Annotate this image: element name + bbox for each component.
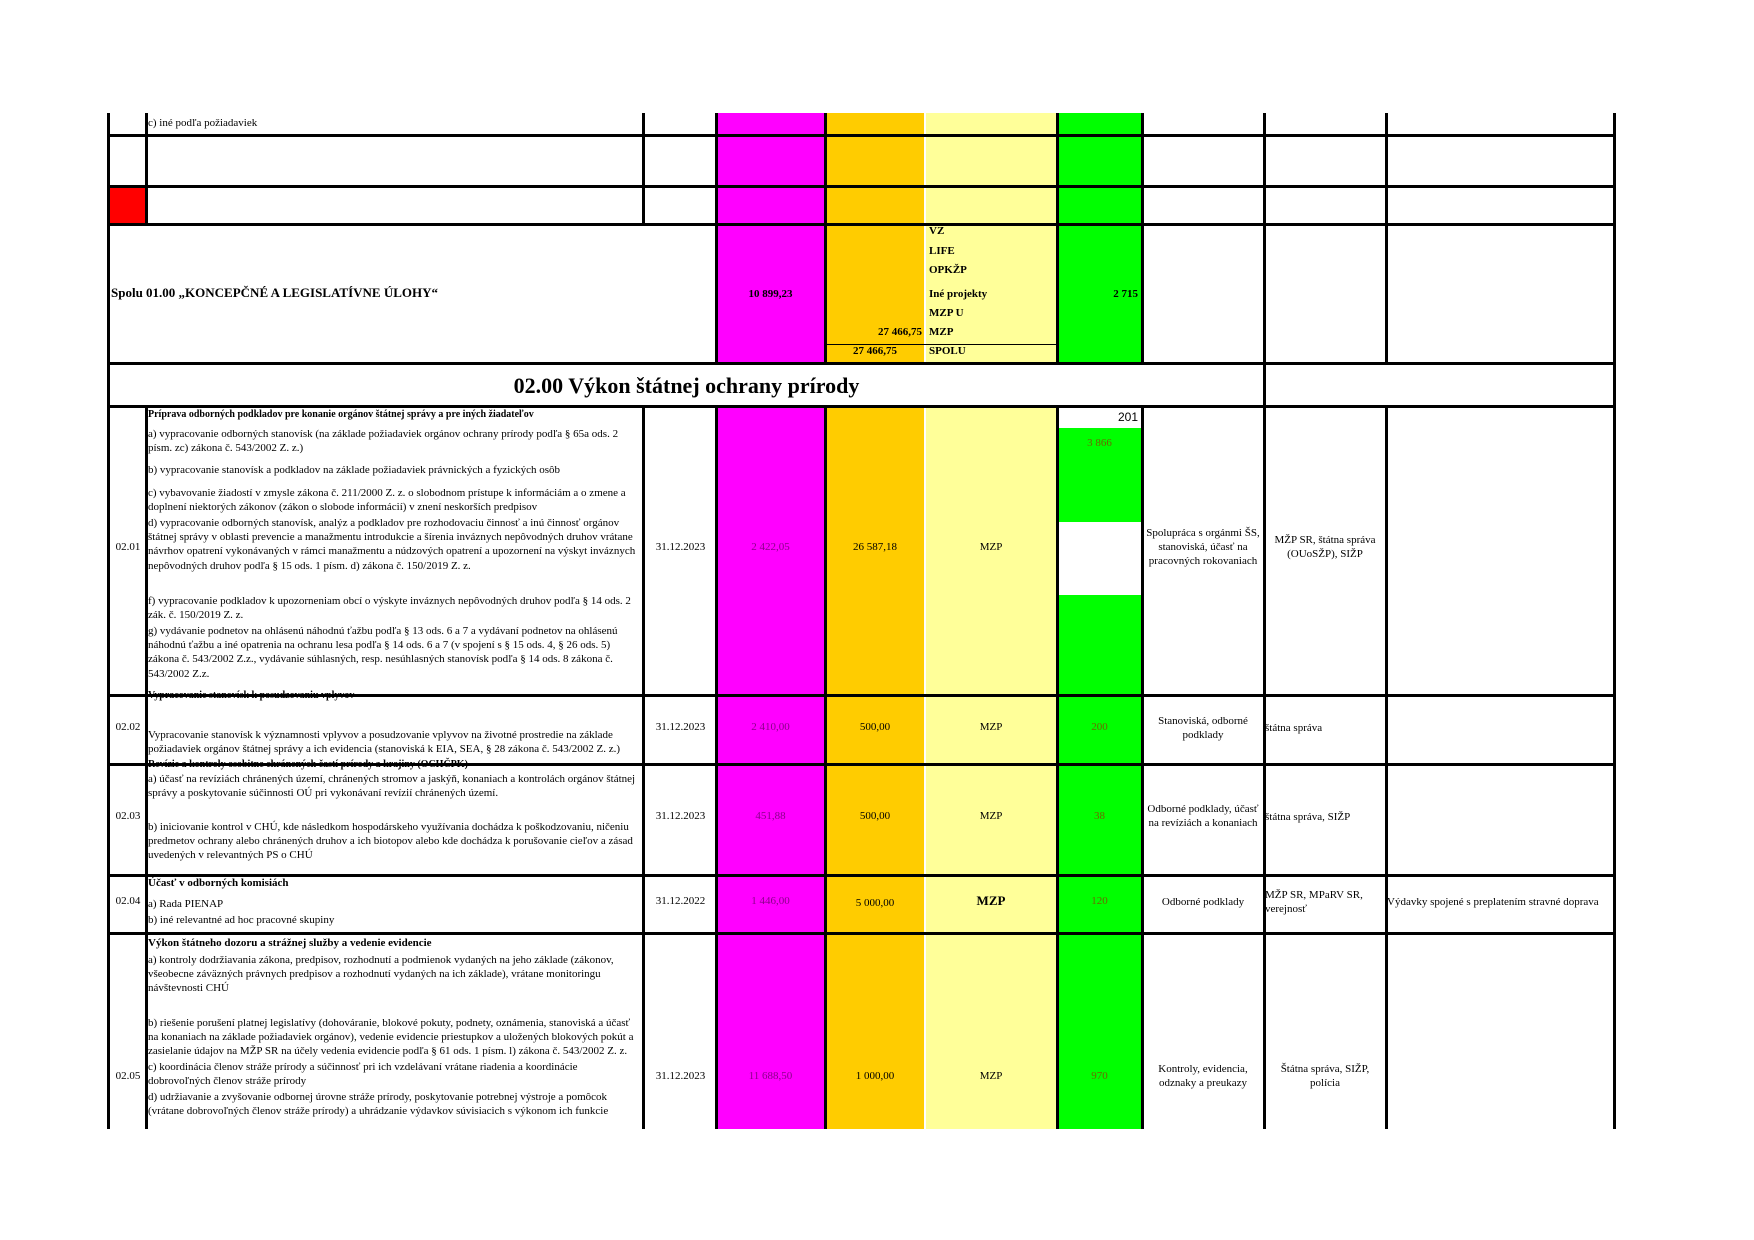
row-partner: Štátna správa, SIŽP, polícia — [1280, 1063, 1370, 1089]
row-output: Spolupráca s orgánmi ŠS, stanoviská, účasť na pracovných rokovaniach — [1146, 527, 1260, 567]
row-partner: štátna správa — [1265, 722, 1323, 734]
row-orange-value: 5 000,00 — [855, 897, 895, 909]
row-partner: štátna správa, SIŽP — [1265, 811, 1351, 823]
source-label: VZ — [929, 225, 945, 237]
row-item: a) kontroly dodržiavania zákona, predpisov, rozhodnutí a podmienok vydaných na jeho základe (zákonov, všeobecne záväzných právnych predpisov a rozhodnutí vydaných na ich základe), vrátane monitoringu návštevnosti CHÚ — [148, 954, 614, 995]
row-header: Príprava odborných podkladov pre konanie orgánov štátnej správy a pre iných žiadateľov — [148, 409, 534, 420]
row-header: Revízie a kontroly osobitne chránených častí prírody a krajiny (OCHČPK) — [148, 759, 468, 770]
orange-column — [826, 113, 924, 1129]
summary-green-total: 2 715 — [1113, 288, 1138, 300]
row-output: Stanoviská, odborné podklady — [1158, 715, 1248, 741]
row-item: f) vypracovanie podkladov k upozorneniam obcí o výskyte inváznych nepôvodných druhov podľa § 14 ods. 2 zák. č. 150/2019 Z. z. — [148, 595, 631, 622]
row-orange-value: 500,00 — [859, 721, 891, 733]
row-green-value: 970 — [1091, 1070, 1108, 1082]
row-source: MZP — [976, 893, 1006, 908]
row-note: Výdavky spojené s preplatením stravné doprava — [1387, 896, 1599, 908]
row-source: MZP — [979, 810, 1003, 822]
col-line — [1385, 113, 1388, 365]
row-orange-value: 500,00 — [859, 810, 891, 822]
row-partner: MŽP SR, štátna správa (OUoSŽP), SIŽP — [1274, 534, 1376, 560]
row-item: d) udržiavanie a zvyšovanie odbornej úrovne stráže prírody, poskytovanie potrebnej výstroje a pomôcok (vrátane dobrovoľných členov stráže prírody) a uhrádzanie výdavkov súvisiacich s výkonom ich funkcie — [148, 1091, 609, 1118]
col-line — [1613, 113, 1616, 1129]
section-title: 02.00 Výkon štátnej ochrany prírody — [513, 373, 860, 398]
summary-title: Spolu 01.00 „KONCEPČNÉ A LEGISLATÍVNE ÚLOHY“ — [111, 285, 438, 300]
row-line — [108, 223, 1616, 226]
col-line — [1056, 405, 1059, 1129]
row-output: Odborné podklady, účasť na revíziách a konaniach — [1147, 803, 1259, 829]
row-code: 02.01 — [115, 541, 141, 553]
col-line — [1141, 405, 1144, 1129]
col-line — [1056, 113, 1059, 365]
mzp-value: 27 466,75 — [878, 326, 922, 338]
row-item: a) Rada PIENAP — [148, 898, 224, 910]
col-line — [715, 113, 718, 365]
row-item: c) vybavovanie žiadostí v zmysle zákona č. 211/2000 Z. z. o slobodnom prístupe k informáciám a o zmene a doplnení niektorých zákonov (zákon o slobode informácií) v znení neskorších predpisov — [148, 487, 626, 514]
row-green-top: 201 — [1117, 410, 1138, 424]
col-line — [1385, 405, 1388, 1129]
row-code: 02.04 — [115, 895, 141, 907]
row-item: a) účasť na revíziách chránených území, chránených stromov a jaskýň, konaniach a kontrolách orgánov štátnej správy a poskytovanie súčinnosti OÚ pri vykonávaní revízií chránených území. — [148, 773, 636, 800]
row-source: MZP — [979, 541, 1003, 553]
row-header: Vypracovanie stanovísk k posudzovaniu vplyvov — [148, 690, 355, 701]
row-source: MZP — [979, 721, 1003, 733]
row-item: a) vypracovanie odborných stanovísk (na základe požiadaviek orgánov ochrany prírody podľa § 65a ods. 2 písm. zc) zákona č. 543/2002 Z. z.) — [148, 428, 619, 455]
row-date: 31.12.2023 — [655, 810, 706, 822]
col-line — [642, 405, 645, 1129]
row-green-value: 38 — [1094, 810, 1105, 822]
row-date: 31.12.2022 — [655, 895, 706, 907]
source-label: OPKŽP — [929, 264, 967, 276]
row-output: Odborné podklady — [1161, 896, 1245, 908]
green-column — [1058, 113, 1141, 1129]
row-magenta-value: 11 688,50 — [748, 1070, 793, 1082]
magenta-column — [717, 113, 824, 1129]
row-item: b) iné relevantné ad hoc pracovné skupiny — [148, 914, 335, 926]
row-magenta-value: 2 422,05 — [751, 541, 790, 553]
row-line — [108, 932, 1616, 935]
row-date: 31.12.2023 — [655, 1070, 706, 1082]
row-line — [108, 362, 1616, 365]
row-item: b) iniciovanie kontrol v CHÚ, kde následkom hospodárskeho využívania dochádza k poškodzovaniu, ničeniu predmetov ochrany alebo chránených druhov a ich biotopov alebo kde dochádza k porušovanie cieľov a zásad uvedených v relevantných PS o CHÚ — [148, 821, 633, 862]
source-label: MZP — [929, 326, 954, 338]
green-white-patch-mid — [1058, 522, 1141, 595]
col-line — [642, 113, 645, 225]
row-date: 31.12.2023 — [655, 721, 706, 733]
row-magenta-value: 451,88 — [755, 810, 786, 822]
col-line — [1263, 113, 1266, 1129]
source-label: MZP U — [929, 307, 964, 319]
row-date: 31.12.2023 — [655, 541, 706, 553]
row-line — [108, 134, 1616, 137]
row-header: Výkon štátneho dozoru a strážnej služby a vedenie evidencie — [148, 937, 432, 949]
row-item: d) vypracovanie odborných stanovísk, analýz a podkladov pre rozhodovaciu činnosť a inú činnosť orgánov štátnej správy v oblasti prevencie a manažmentu introdukcie a šírenia inváznych nepôvodných druhov vrátane návrhov opatrení vykonávaných v rámci manažmentu a núdzových opatrení a upozornení na výskyt inváznych nepôvodných druhov podľa § 15 ods. 1 písm. d) zákona č. 150/2019 Z. z. — [148, 517, 636, 572]
source-label: LIFE — [929, 245, 955, 257]
row-item: b) vypracovanie stanovísk a podkladov na základe požiadaviek právnických a fyzických osôb — [148, 464, 561, 476]
row-item: g) vydávanie podnetov na ohlásenú náhodnú ťažbu podľa § 13 ods. 6 a 7 a vydávaní podnetov na ohlásenú náhodnú ťažbu a iné opatrenia na ochranu lesa podľa § 14 ods. 6 a 7 (v spojení s § 15 ods. 4, § 26 ods. 5) zákona č. 543/2002 Z.z., vydávanie súhlasných, resp. nesúhlasných stanovísk podľa § 14 ods. 8 zákona č. 543/2002 Z.z. — [148, 625, 618, 680]
row-line — [108, 185, 1616, 188]
row-header: Účasť v odborných komisiách — [148, 877, 289, 889]
row-c-text: c) iné podľa požiadaviek — [148, 117, 258, 129]
col-line — [107, 113, 110, 1129]
row-green-value: 120 — [1091, 895, 1108, 907]
row-source: MZP — [979, 1070, 1003, 1082]
row-code: 02.05 — [115, 1070, 141, 1082]
red-marker — [110, 188, 145, 224]
source-label: SPOLU — [929, 345, 966, 357]
spolu-value: 27 466,75 — [853, 345, 897, 357]
row-item: Vypracovanie stanovísk k významnosti vplyvov a posudzovanie vplyvov na životné prostredie na základe požiadaviek orgánov štátnej správy a ich evidencia (stanoviská k EIA, SEA, § 28 zákona č. 543/2002 Z. z.) — [148, 729, 621, 756]
col-line — [1141, 113, 1144, 365]
row-code: 02.02 — [115, 721, 141, 733]
col-line — [824, 405, 827, 1129]
row-code: 02.03 — [115, 810, 141, 822]
row-output: Kontroly, evidencia, odznaky a preukazy — [1158, 1063, 1248, 1089]
col-line — [715, 405, 718, 1129]
row-magenta-value: 1 446,00 — [751, 895, 790, 907]
summary-magenta-total: 10 899,23 — [748, 288, 793, 300]
source-label: Iné projekty — [929, 288, 988, 300]
row-partner: MŽP SR, MPaRV SR, verejnosť — [1265, 889, 1363, 915]
row-green-value: 200 — [1091, 721, 1108, 733]
row-magenta-value: 2 410,00 — [751, 721, 790, 733]
row-item: c) koordinácia členov stráže prírody a súčinnosť pri ich vzdelávaní vrátane riadenia a koordinácie dobrovoľných členov stráže prírody — [148, 1061, 578, 1088]
row-orange-value: 26 587,18 — [853, 541, 897, 553]
row-orange-value: 1 000,00 — [855, 1070, 895, 1082]
row-green-value: 3 866 — [1087, 437, 1112, 449]
row-item: b) riešenie porušení platnej legislatívy (dohováranie, blokové pokuty, podnety, oznámenia, stanoviská a účasť na konaniach na základe požiadaviek orgánov), vedenie evidencie priestupkov a uložených blokových pokút a zasielanie údajov na MŽP SR na účely vedenia evidencie podľa § 61 ods. 1 písm. l) zákona č. 543/2002 Z. z. — [148, 1017, 634, 1058]
